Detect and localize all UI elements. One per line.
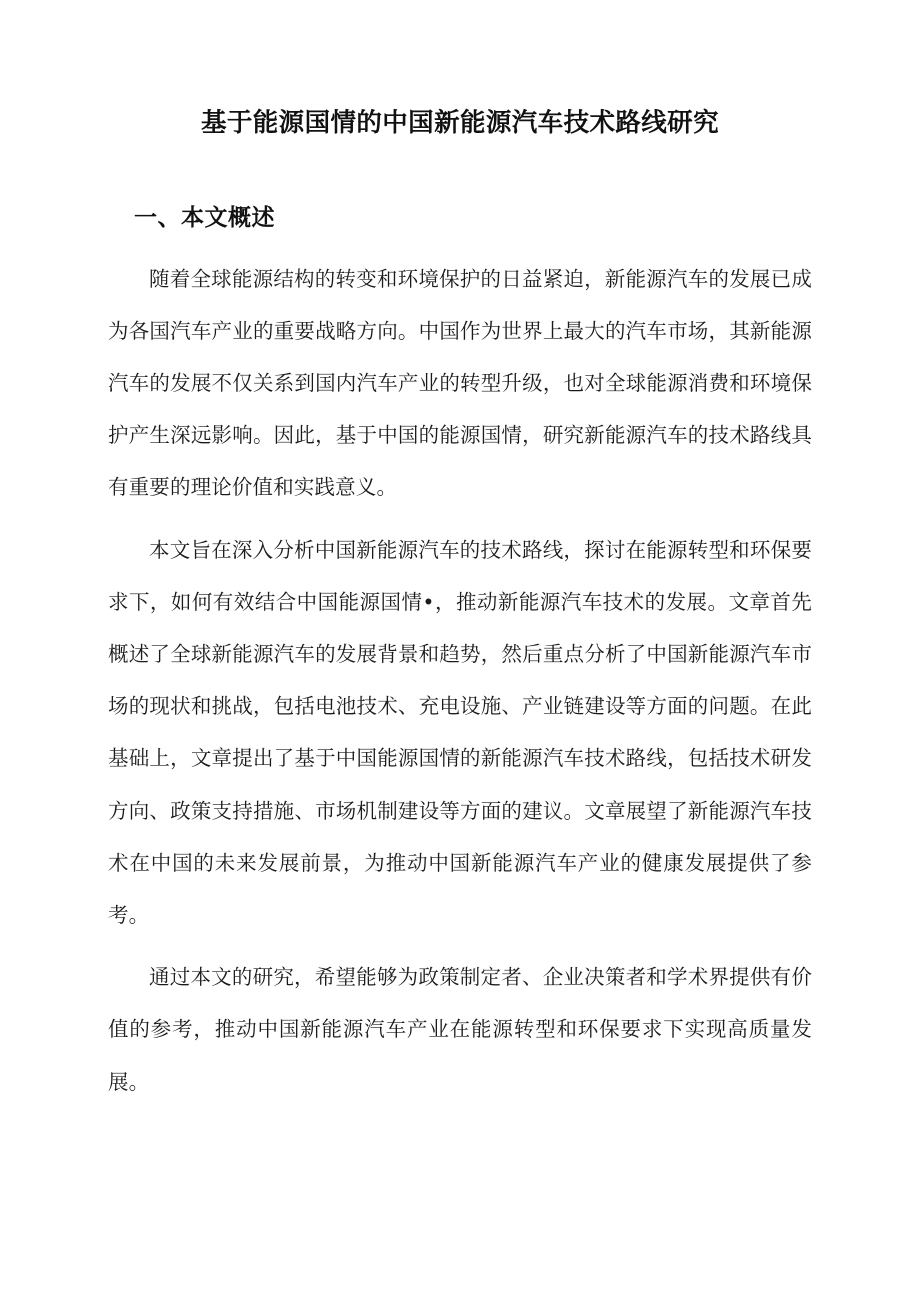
paragraph-background: 随着全球能源结构的转变和环境保护的日益紧迫，新能源汽车的发展已成为各国汽车产业的重要战略方向。中国作为世界上最大的汽车市场，其新能源汽车的发展不仅关系到国内汽车产业的转型升级，也对全球能源消费和环境保护产生深远影响。因此，基于中国的能源国情，研究新能源汽车的技术路线具有重要的理论价值和实践意义。 xyxy=(108,266,812,500)
page-content xyxy=(108,0,812,1108)
paragraph-scope: 本文旨在深入分析中国新能源汽车的技术路线，探讨在能源转型和环保要求下，如何有效结合中国能源国情•，推动新能源汽车技术的发展。文章首先概述了全球新能源汽车的发展背景和趋势，然后重点分析了中国新能源汽车市场的现状和挑战，包括电池技术、充电设施、产业链建设等方面的问题。在此基础上，文章提出了基于中国能源国情的新能源汽车技术路线，包括技术研发方向、政策支持措施、市场机制建设等方面的建议。文章展望了新能源汽车技术在中国的未来发展前景，为推动中国新能源汽车产业的健康发展提供了参考。 xyxy=(108,537,812,928)
document-title: 基于能源国情的中国新能源汽车技术路线研究 xyxy=(200,108,719,138)
paragraph-conclusion: 通过本文的研究，希望能够为政策制定者、企业决策者和学术界提供有价值的参考，推动中国新能源汽车产业在能源转型和环保要求下实现高质量发展。 xyxy=(108,965,812,1094)
section-heading-overview: 一、本文概述 xyxy=(134,204,275,232)
